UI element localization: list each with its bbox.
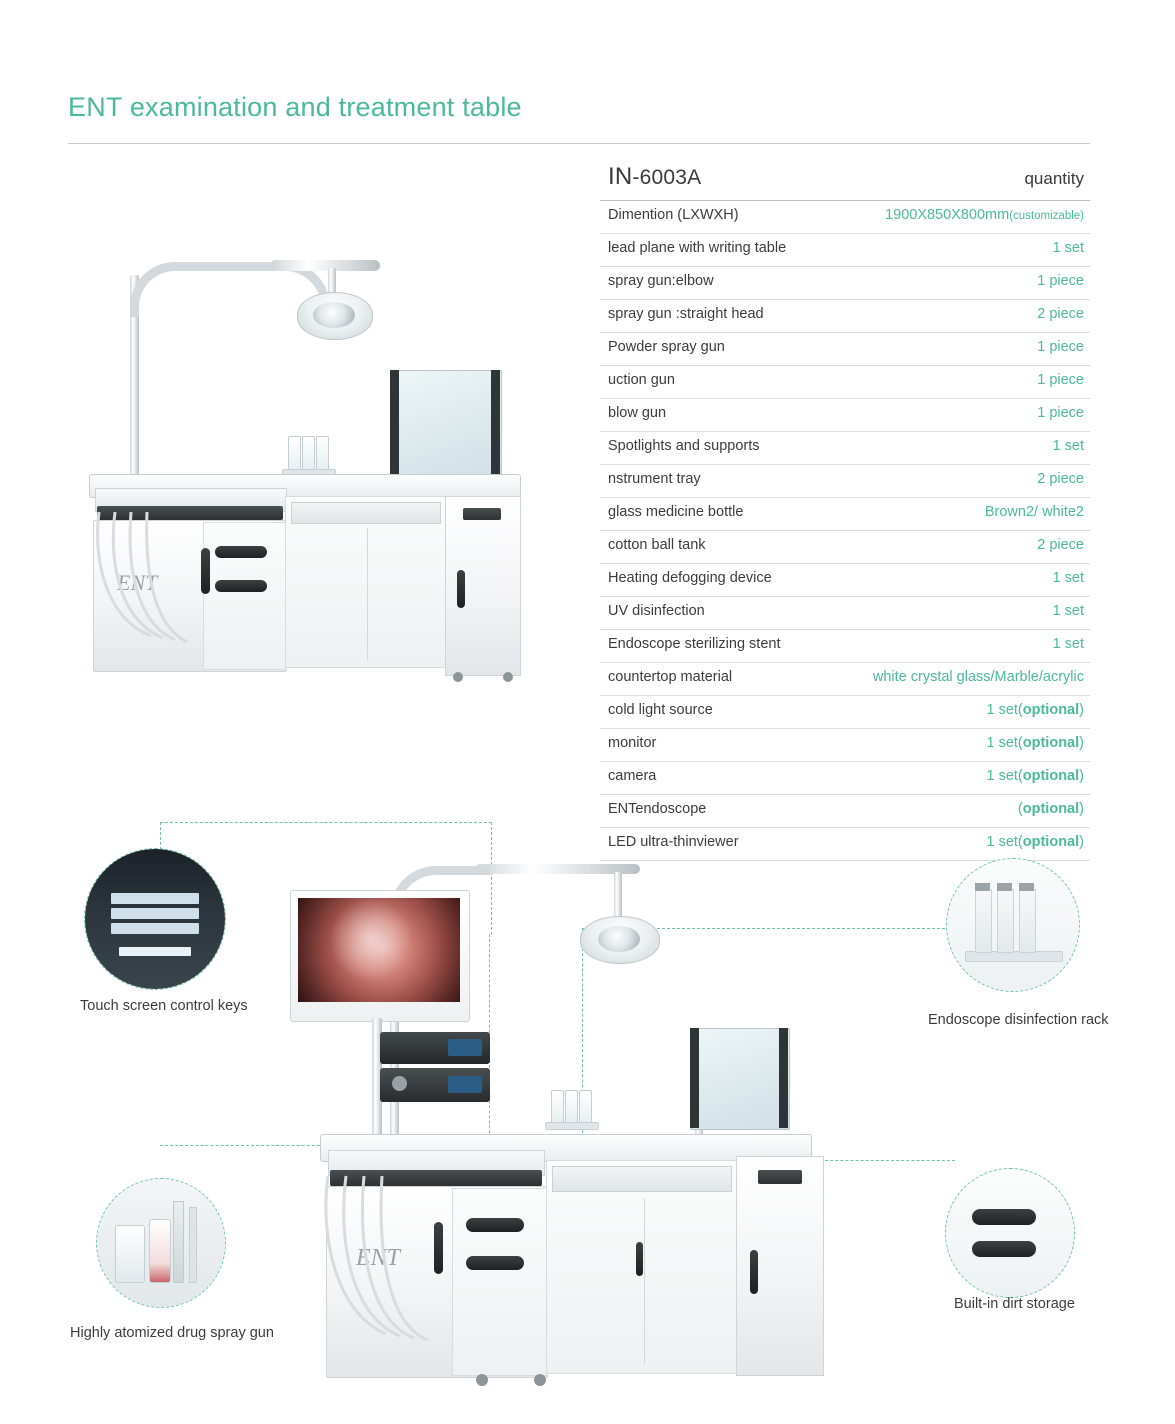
callout-dirt-storage (945, 1168, 1075, 1298)
table-row (600, 432, 1090, 465)
writing-table-drawer-b (552, 1166, 732, 1192)
spec-label: uction gun (608, 372, 675, 388)
spec-value: white crystal glass/Marble/acrylic (872, 669, 1084, 685)
spec-value-end: ) (1079, 834, 1084, 850)
optional-flag: optional (1022, 768, 1080, 784)
table-row (600, 399, 1090, 432)
title-divider (68, 143, 1090, 144)
callout-endoscope-rack (946, 858, 1080, 992)
spec-value-end: ) (1079, 735, 1084, 751)
spec-value-end: ) (1079, 801, 1084, 817)
table-row (600, 663, 1090, 696)
table-row (600, 366, 1090, 399)
spec-value: 2 piece (1037, 537, 1084, 553)
spec-value-main: 1 set( (986, 834, 1023, 850)
table-row (600, 630, 1090, 663)
spec-label: LED ultra-thinviewer (608, 834, 739, 850)
callout-touch-screen (84, 848, 226, 990)
table-row (600, 531, 1090, 564)
callout-spray-gun (96, 1178, 226, 1308)
camera-display (448, 1076, 482, 1093)
spec-label: spray gun :straight head (608, 306, 764, 322)
rack-tube (1019, 889, 1036, 953)
spec-label: glass medicine bottle (608, 504, 744, 520)
spec-value-main: 1 set( (986, 735, 1023, 751)
storage-handle (972, 1209, 1036, 1225)
spec-value: 1 piece (1037, 372, 1084, 388)
table-row (600, 333, 1090, 366)
spec-value (987, 735, 1085, 751)
spec-label: Heating defogging device (608, 570, 772, 586)
rack-tube (997, 889, 1014, 953)
caster-wheel-b (534, 1374, 546, 1386)
spec-value-main: 1 set( (986, 702, 1023, 718)
spec-value: 1 set (1052, 636, 1084, 652)
spray-tube (189, 1207, 197, 1283)
spec-label: nstrument tray (608, 471, 701, 487)
optional-flag: optional (1022, 735, 1080, 751)
table-row (600, 696, 1090, 729)
rack-tube-cap (997, 883, 1012, 891)
spec-value: Brown2/ white2 (984, 504, 1084, 520)
touch-key-row (111, 908, 199, 919)
dirt-storage-photo (946, 1169, 1074, 1297)
suction-hoses-b (316, 1172, 476, 1362)
camera-knob (392, 1076, 407, 1091)
spray-bottle (115, 1225, 145, 1283)
annotated-diagram (0, 800, 1175, 1424)
optional-flag: optional (1022, 801, 1080, 817)
glass-bottle (302, 436, 315, 472)
spec-label: spray gun:elbow (608, 273, 714, 289)
monitor-screen (298, 898, 460, 1002)
spec-label: countertop material (608, 669, 733, 685)
cabinet-logo: ENT (117, 570, 158, 595)
callout-label-touch-screen: Touch screen control keys (80, 998, 248, 1014)
spec-label: camera (608, 768, 657, 784)
cabinet-logo-b: ENT (356, 1245, 401, 1271)
spec-label: lead plane with writing table (608, 240, 787, 256)
caster-wheel (503, 672, 513, 682)
caster-wheel (453, 672, 463, 682)
glass-bottle (316, 436, 329, 472)
table-row (600, 465, 1090, 498)
lamp-reflector-b (598, 926, 640, 952)
led-viewer-panel-b (690, 1028, 790, 1130)
optional-flag: optional (1022, 834, 1080, 850)
spec-value: 2 piece (1037, 306, 1084, 322)
rack-tube-cap (1019, 883, 1034, 891)
touch-key-row (111, 893, 199, 904)
touch-key-row (111, 923, 199, 934)
spec-value-end: ) (1079, 702, 1084, 718)
spec-label: monitor (608, 735, 657, 751)
spec-value: 1 piece (1037, 273, 1084, 289)
viewer-frame-right (491, 370, 500, 480)
touch-key-row (119, 947, 191, 956)
table-row (600, 267, 1090, 300)
connector-dirt (820, 1160, 955, 1162)
bottle-tray-b (545, 1122, 599, 1130)
pedestal-door-handle-b (750, 1250, 758, 1294)
spec-value: 1 set (1052, 570, 1084, 586)
glass-bottle-b (565, 1090, 578, 1126)
suction-hoses (89, 508, 239, 658)
model-suffix: -6003A (632, 166, 702, 189)
table-row (600, 498, 1090, 531)
page-title: ENT examination and treatment table (68, 92, 522, 122)
spec-label: cotton ball tank (608, 537, 706, 553)
spec-value-end: ) (1079, 768, 1084, 784)
product-photo-bottom (280, 850, 840, 1410)
caster-wheel-b (476, 1374, 488, 1386)
callout-label-endoscope-rack: Endoscope disinfection rack (928, 1012, 1109, 1028)
viewer-frame-right-b (779, 1028, 788, 1128)
endoscope-glare (298, 898, 460, 1002)
writing-table-door-line-b (644, 1198, 645, 1364)
spec-value: 2 piece (1037, 471, 1084, 487)
spec-value: 1 piece (1037, 405, 1084, 421)
spec-value (885, 207, 1084, 223)
spec-label: Powder spray gun (608, 339, 725, 355)
spec-table-header (600, 163, 1090, 201)
touch-screen-photo (85, 849, 225, 989)
specification-table (600, 163, 1090, 861)
spec-label: cold light source (608, 702, 713, 718)
quantity-header: quantity (1024, 169, 1084, 188)
spec-value (987, 768, 1085, 784)
rack-tube-cap (975, 883, 990, 891)
optional-flag: optional (1022, 702, 1080, 718)
glass-bottle-b (551, 1090, 564, 1126)
spec-label: Dimention (LXWXH) (608, 207, 739, 223)
spec-value-main: 1 set( (986, 768, 1023, 784)
spec-value-main: ( (1017, 801, 1023, 817)
spec-value (987, 702, 1085, 718)
spec-value-main: 1900X850X800mm (885, 207, 1010, 223)
spec-value: 1 set (1052, 438, 1084, 454)
table-row (600, 234, 1090, 267)
spec-label: Spotlights and supports (608, 438, 760, 454)
model-prefix: IN (608, 163, 633, 190)
lamp-drop-post-b (614, 872, 622, 922)
table-row (600, 300, 1090, 333)
writing-table-handle (636, 1242, 643, 1276)
table-row (600, 564, 1090, 597)
storage-handle (972, 1241, 1036, 1257)
viewer-frame-left (390, 370, 399, 480)
spec-label: Endoscope sterilizing stent (608, 636, 781, 652)
table-row (600, 762, 1090, 795)
lamp-reflector (313, 302, 355, 328)
viewer-frame-left-b (690, 1028, 699, 1128)
glass-bottle (288, 436, 301, 472)
spray-bottle-red (149, 1219, 171, 1283)
writing-table-drawer (291, 502, 441, 524)
spec-label: UV disinfection (608, 603, 705, 619)
spec-value: 1 piece (1037, 339, 1084, 355)
rack-tube (975, 889, 992, 953)
pedestal-drawer-handle (463, 508, 501, 520)
pedestal-drawer-handle-b (758, 1170, 802, 1184)
table-row (600, 597, 1090, 630)
spec-value-note: (customizable) (1009, 210, 1084, 222)
table-row (600, 201, 1090, 234)
cold-light-display (448, 1039, 482, 1056)
glass-bottle-b (579, 1090, 592, 1126)
spec-label: ENTendoscope (608, 801, 707, 817)
pedestal-door-handle (457, 570, 465, 608)
callout-label-spray-gun: Highly atomized drug spray gun (70, 1325, 274, 1341)
spray-nozzle (173, 1201, 184, 1283)
product-photo-top (75, 240, 545, 710)
led-viewer-panel (390, 370, 502, 482)
spec-value: 1 set (1052, 603, 1084, 619)
model-name (608, 163, 701, 191)
table-row (600, 729, 1090, 762)
writing-table-door-line (367, 528, 368, 660)
lamp-arm-horizontal (270, 260, 380, 271)
callout-label-dirt-storage: Built-in dirt storage (954, 1296, 1075, 1312)
spec-value: 1 set (1052, 240, 1084, 256)
spec-label: blow gun (608, 405, 667, 421)
